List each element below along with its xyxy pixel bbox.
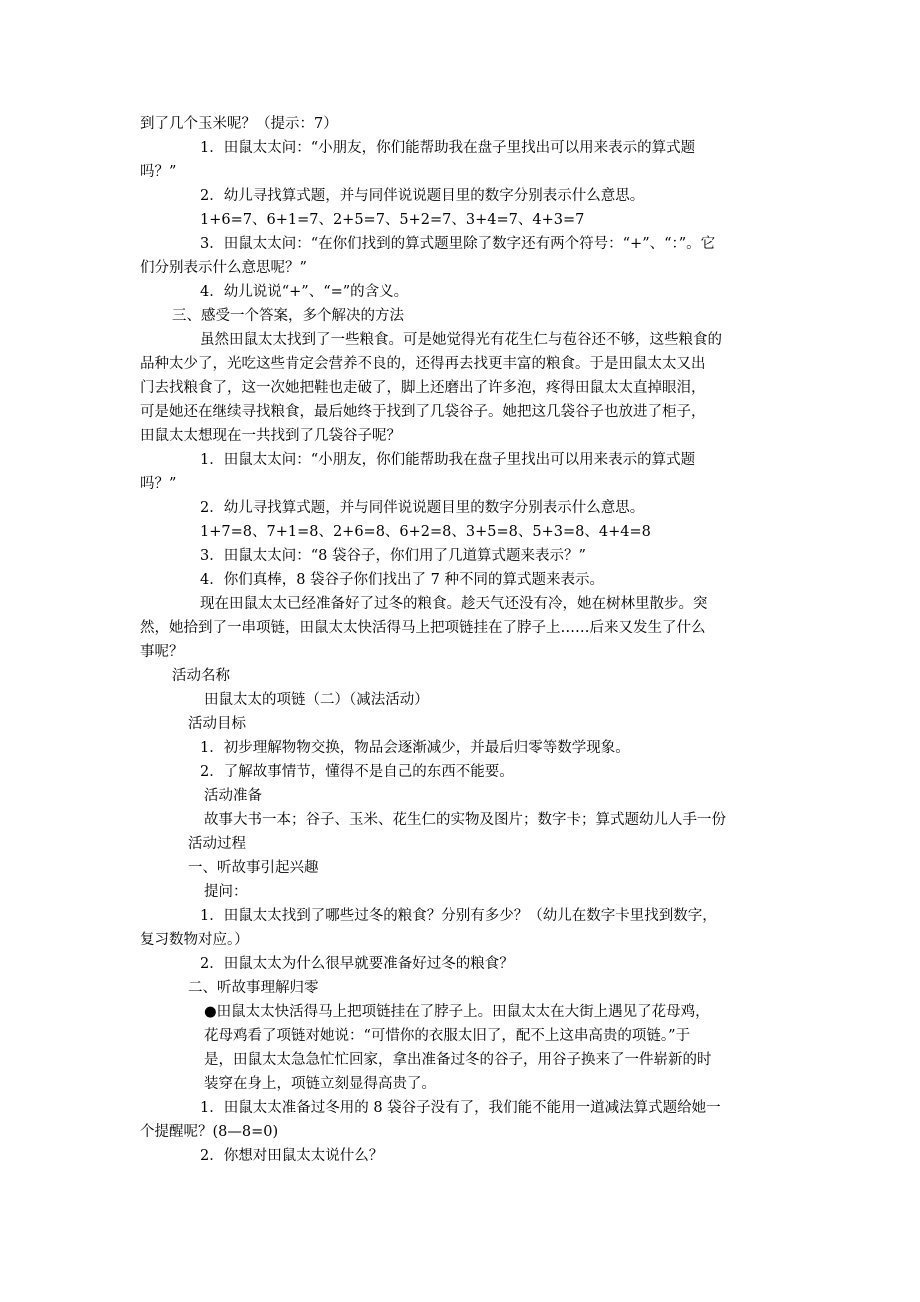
bullet-line: ●田鼠太太快活得马上把项链挂在了脖子上。田鼠太太在大街上遇见了花母鸡， <box>204 1004 710 1020</box>
text-line: 品种太少了，光吃这些肯定会营养不良的，还得再去找更丰富的粮食。于是田鼠太太又出 <box>140 356 706 372</box>
text-line: 1．田鼠太太准备过冬用的 8 袋谷子没有了，我们能不能用一道减法算式题给她一 <box>200 1100 721 1116</box>
text-line: 3．田鼠太太问：“8 袋谷子，你们用了几道算式题来表示？” <box>200 548 586 564</box>
text-line: 吗？” <box>140 164 177 180</box>
text-line: 1．田鼠太太找到了哪些过冬的粮食？分别有多少？（幼儿在数字卡里找到数字， <box>200 908 717 924</box>
text-line: 4．你们真棒，8 袋谷子你们找出了 7 种不同的算式题来表示。 <box>200 572 605 588</box>
text-line: 虽然田鼠太太找到了一些粮食。可是她觉得光有花生仁与苞谷还不够，这些粮食的 <box>200 332 722 348</box>
text-line: 吗？” <box>140 476 177 492</box>
text-line: 复习数物对应。） <box>140 932 249 948</box>
activity-process-heading: 活动过程 <box>188 836 246 852</box>
section-heading: 二、听故事理解归零 <box>188 980 319 996</box>
text-line: 2．幼儿寻找算式题，并与同伴说说题目里的数字分别表示什么意思。 <box>200 500 645 516</box>
text-line: 装穿在身上，项链立刻显得高贵了。 <box>204 1076 436 1092</box>
text-line: 可是她还在继续寻找粮食，最后她终于找到了几袋谷子。她把这几袋谷子也放进了柜子， <box>140 404 706 420</box>
text-line: 们分别表示什么意思呢？” <box>140 260 307 276</box>
text-line: 1．田鼠太太问：“小朋友，你们能帮助我在盘子里找出可以用来表示的算式题 <box>200 452 696 468</box>
equation-line: 1+7=8、7+1=8、2+6=8、6+2=8、3+5=8、5+3=8、4+4=8 <box>200 524 651 540</box>
text-line: 是，田鼠太太急急忙忙回家，拿出准备过冬的谷子，用谷子换来了一件崭新的时 <box>204 1052 712 1068</box>
text-line: 门去找粮食了，这一次她把鞋也走破了，脚上还磨出了许多泡，疼得田鼠太太直掉眼泪， <box>140 380 706 396</box>
text-line: 2．你想对田鼠太太说什么？ <box>200 1148 384 1164</box>
text-line: 3．田鼠太太问：“在你们找到的算式题里除了数字还有两个符号：“+”、“：”。它 <box>200 236 716 252</box>
text-line: 1．田鼠太太问：“小朋友，你们能帮助我在盘子里找出可以用来表示的算式题 <box>200 140 696 156</box>
section-heading: 一、听故事引起兴趣 <box>188 860 319 876</box>
activity-prep-heading: 活动准备 <box>204 788 262 804</box>
text-line: 然，她拾到了一串项链，田鼠太太快活得马上把项链挂在了脖子上……后来又发生了什么 <box>140 620 706 636</box>
text-line: 故事大书一本；谷子、玉米、花生仁的实物及图片；数字卡；算式题幼儿人手一份 <box>204 812 726 828</box>
equation-line: 1+6=7、6+1=7、2+5=7、5+2=7、3+4=7、4+3=7 <box>200 212 585 228</box>
text-line: 2．田鼠太太为什么很早就要准备好过冬的粮食？ <box>200 956 514 972</box>
activity-goals-heading: 活动目标 <box>188 716 246 732</box>
text-line: 现在田鼠太太已经准备好了过冬的粮食。趁天气还没有冷，她在树林里散步。突 <box>200 596 708 612</box>
text-line: 事呢？ <box>140 644 184 660</box>
text-line: 田鼠太太想现在一共找到了几袋谷子呢？ <box>140 428 401 444</box>
text-line: 提问： <box>204 884 248 900</box>
text-line: 花母鸡看了项链对她说：“可惜你的衣服太旧了，配不上这串高贵的项链。”于 <box>204 1028 691 1044</box>
text-line: 1．初步理解物物交换，物品会逐渐减少，并最后归零等数学现象。 <box>200 740 630 756</box>
text-line: 到了几个玉米呢？（提示：7） <box>140 116 338 132</box>
section-heading: 三、感受一个答案，多个解决的方法 <box>172 308 404 324</box>
text-line: 2．幼儿寻找算式题，并与同伴说说题目里的数字分别表示什么意思。 <box>200 188 645 204</box>
text-line: 4．幼儿说说“+”、“=”的含义。 <box>200 284 409 300</box>
activity-title: 田鼠太太的项链（二）（减法活动） <box>204 692 429 708</box>
activity-name-heading: 活动名称 <box>172 668 230 684</box>
text-line: 个提醒呢？(8—8=0) <box>140 1124 279 1140</box>
text-line: 2．了解故事情节，懂得不是自己的东西不能要。 <box>200 764 514 780</box>
